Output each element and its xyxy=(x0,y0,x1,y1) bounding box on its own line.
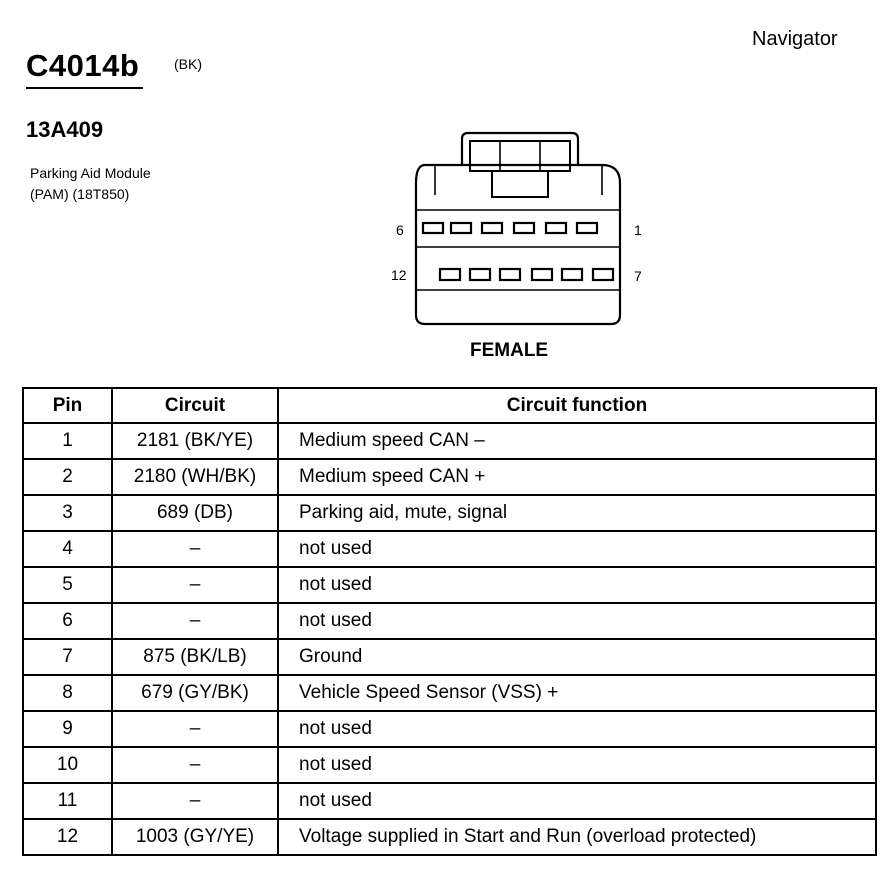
pin-number: 5 xyxy=(23,567,112,603)
terminal-cavity xyxy=(577,223,597,233)
terminal-cavity xyxy=(532,269,552,280)
pin-number: 11 xyxy=(23,783,112,819)
pin-number: 2 xyxy=(23,459,112,495)
locking-tab-inner xyxy=(470,141,570,171)
terminal-cavity xyxy=(451,223,471,233)
table-row xyxy=(23,639,876,675)
circuit-function: Medium speed CAN + xyxy=(278,459,876,495)
module-name-line1: Parking Aid Module xyxy=(30,165,151,181)
table-row xyxy=(23,675,876,711)
circuit-function: Medium speed CAN – xyxy=(278,423,876,459)
pin-number: 7 xyxy=(23,639,112,675)
column-header-function: Circuit function xyxy=(278,388,876,423)
circuit-number: – xyxy=(112,711,278,747)
column-header-circuit: Circuit xyxy=(112,388,278,423)
module-name-line2: (PAM) (18T850) xyxy=(30,186,130,202)
connector-color: (BK) xyxy=(174,56,202,72)
terminal-cavity xyxy=(593,269,613,280)
circuit-number: 1003 (GY/YE) xyxy=(112,819,278,855)
pin-table-body xyxy=(23,423,876,855)
circuit-number: 679 (GY/BK) xyxy=(112,675,278,711)
table-row xyxy=(23,783,876,819)
circuit-number: – xyxy=(112,567,278,603)
table-row xyxy=(23,459,876,495)
terminal-cavity xyxy=(500,269,520,280)
terminal-cavity xyxy=(514,223,534,233)
table-row xyxy=(23,711,876,747)
circuit-function: Vehicle Speed Sensor (VSS) + xyxy=(278,675,876,711)
table-row xyxy=(23,747,876,783)
terminal-cavity xyxy=(562,269,582,280)
circuit-number: – xyxy=(112,603,278,639)
connector-id-underline xyxy=(26,87,143,89)
pin-label-top-left: 6 xyxy=(396,222,404,238)
circuit-number: – xyxy=(112,747,278,783)
circuit-number: 2181 (BK/YE) xyxy=(112,423,278,459)
table-row xyxy=(23,495,876,531)
connector-id: C4014b xyxy=(26,48,140,83)
pin-number: 9 xyxy=(23,711,112,747)
circuit-number: – xyxy=(112,531,278,567)
circuit-function: Ground xyxy=(278,639,876,675)
circuit-function: Voltage supplied in Start and Run (overload protected) xyxy=(278,819,876,855)
table-row xyxy=(23,531,876,567)
terminal-cavity xyxy=(482,223,502,233)
part-number: 13A409 xyxy=(26,117,104,142)
circuit-number: 2180 (WH/BK) xyxy=(112,459,278,495)
pin-number: 4 xyxy=(23,531,112,567)
terminal-row-top xyxy=(423,223,597,233)
locking-tab xyxy=(462,133,578,165)
terminal-cavity xyxy=(470,269,490,280)
circuit-function: not used xyxy=(278,603,876,639)
circuit-function: not used xyxy=(278,711,876,747)
connector-face-diagram xyxy=(380,125,640,330)
pin-label-bottom-left: 12 xyxy=(391,267,407,283)
table-header-row xyxy=(23,388,876,423)
circuit-number: 875 (BK/LB) xyxy=(112,639,278,675)
circuit-function: Parking aid, mute, signal xyxy=(278,495,876,531)
pin-number: 6 xyxy=(23,603,112,639)
pin-number: 1 xyxy=(23,423,112,459)
connector-body xyxy=(416,165,620,324)
column-header-pin: Pin xyxy=(23,388,112,423)
terminal-cavity xyxy=(423,223,443,233)
connector-gender: FEMALE xyxy=(470,340,549,361)
circuit-number: – xyxy=(112,783,278,819)
locking-tab-latch xyxy=(492,171,548,197)
terminal-cavity xyxy=(440,269,460,280)
circuit-function: not used xyxy=(278,783,876,819)
pin-number: 8 xyxy=(23,675,112,711)
terminal-cavity xyxy=(546,223,566,233)
table-row xyxy=(23,603,876,639)
vehicle-name: Navigator xyxy=(752,28,838,50)
pin-number: 12 xyxy=(23,819,112,855)
pin-label-top-right: 1 xyxy=(634,222,642,238)
circuit-function: not used xyxy=(278,531,876,567)
table-row xyxy=(23,819,876,855)
circuit-function: not used xyxy=(278,567,876,603)
pin-number: 3 xyxy=(23,495,112,531)
circuit-number: 689 (DB) xyxy=(112,495,278,531)
table-row xyxy=(23,567,876,603)
pin-label-bottom-right: 7 xyxy=(634,268,642,284)
terminal-row-bottom xyxy=(440,269,613,280)
pin-table xyxy=(22,387,877,856)
circuit-function: not used xyxy=(278,747,876,783)
table-row xyxy=(23,423,876,459)
pin-number: 10 xyxy=(23,747,112,783)
